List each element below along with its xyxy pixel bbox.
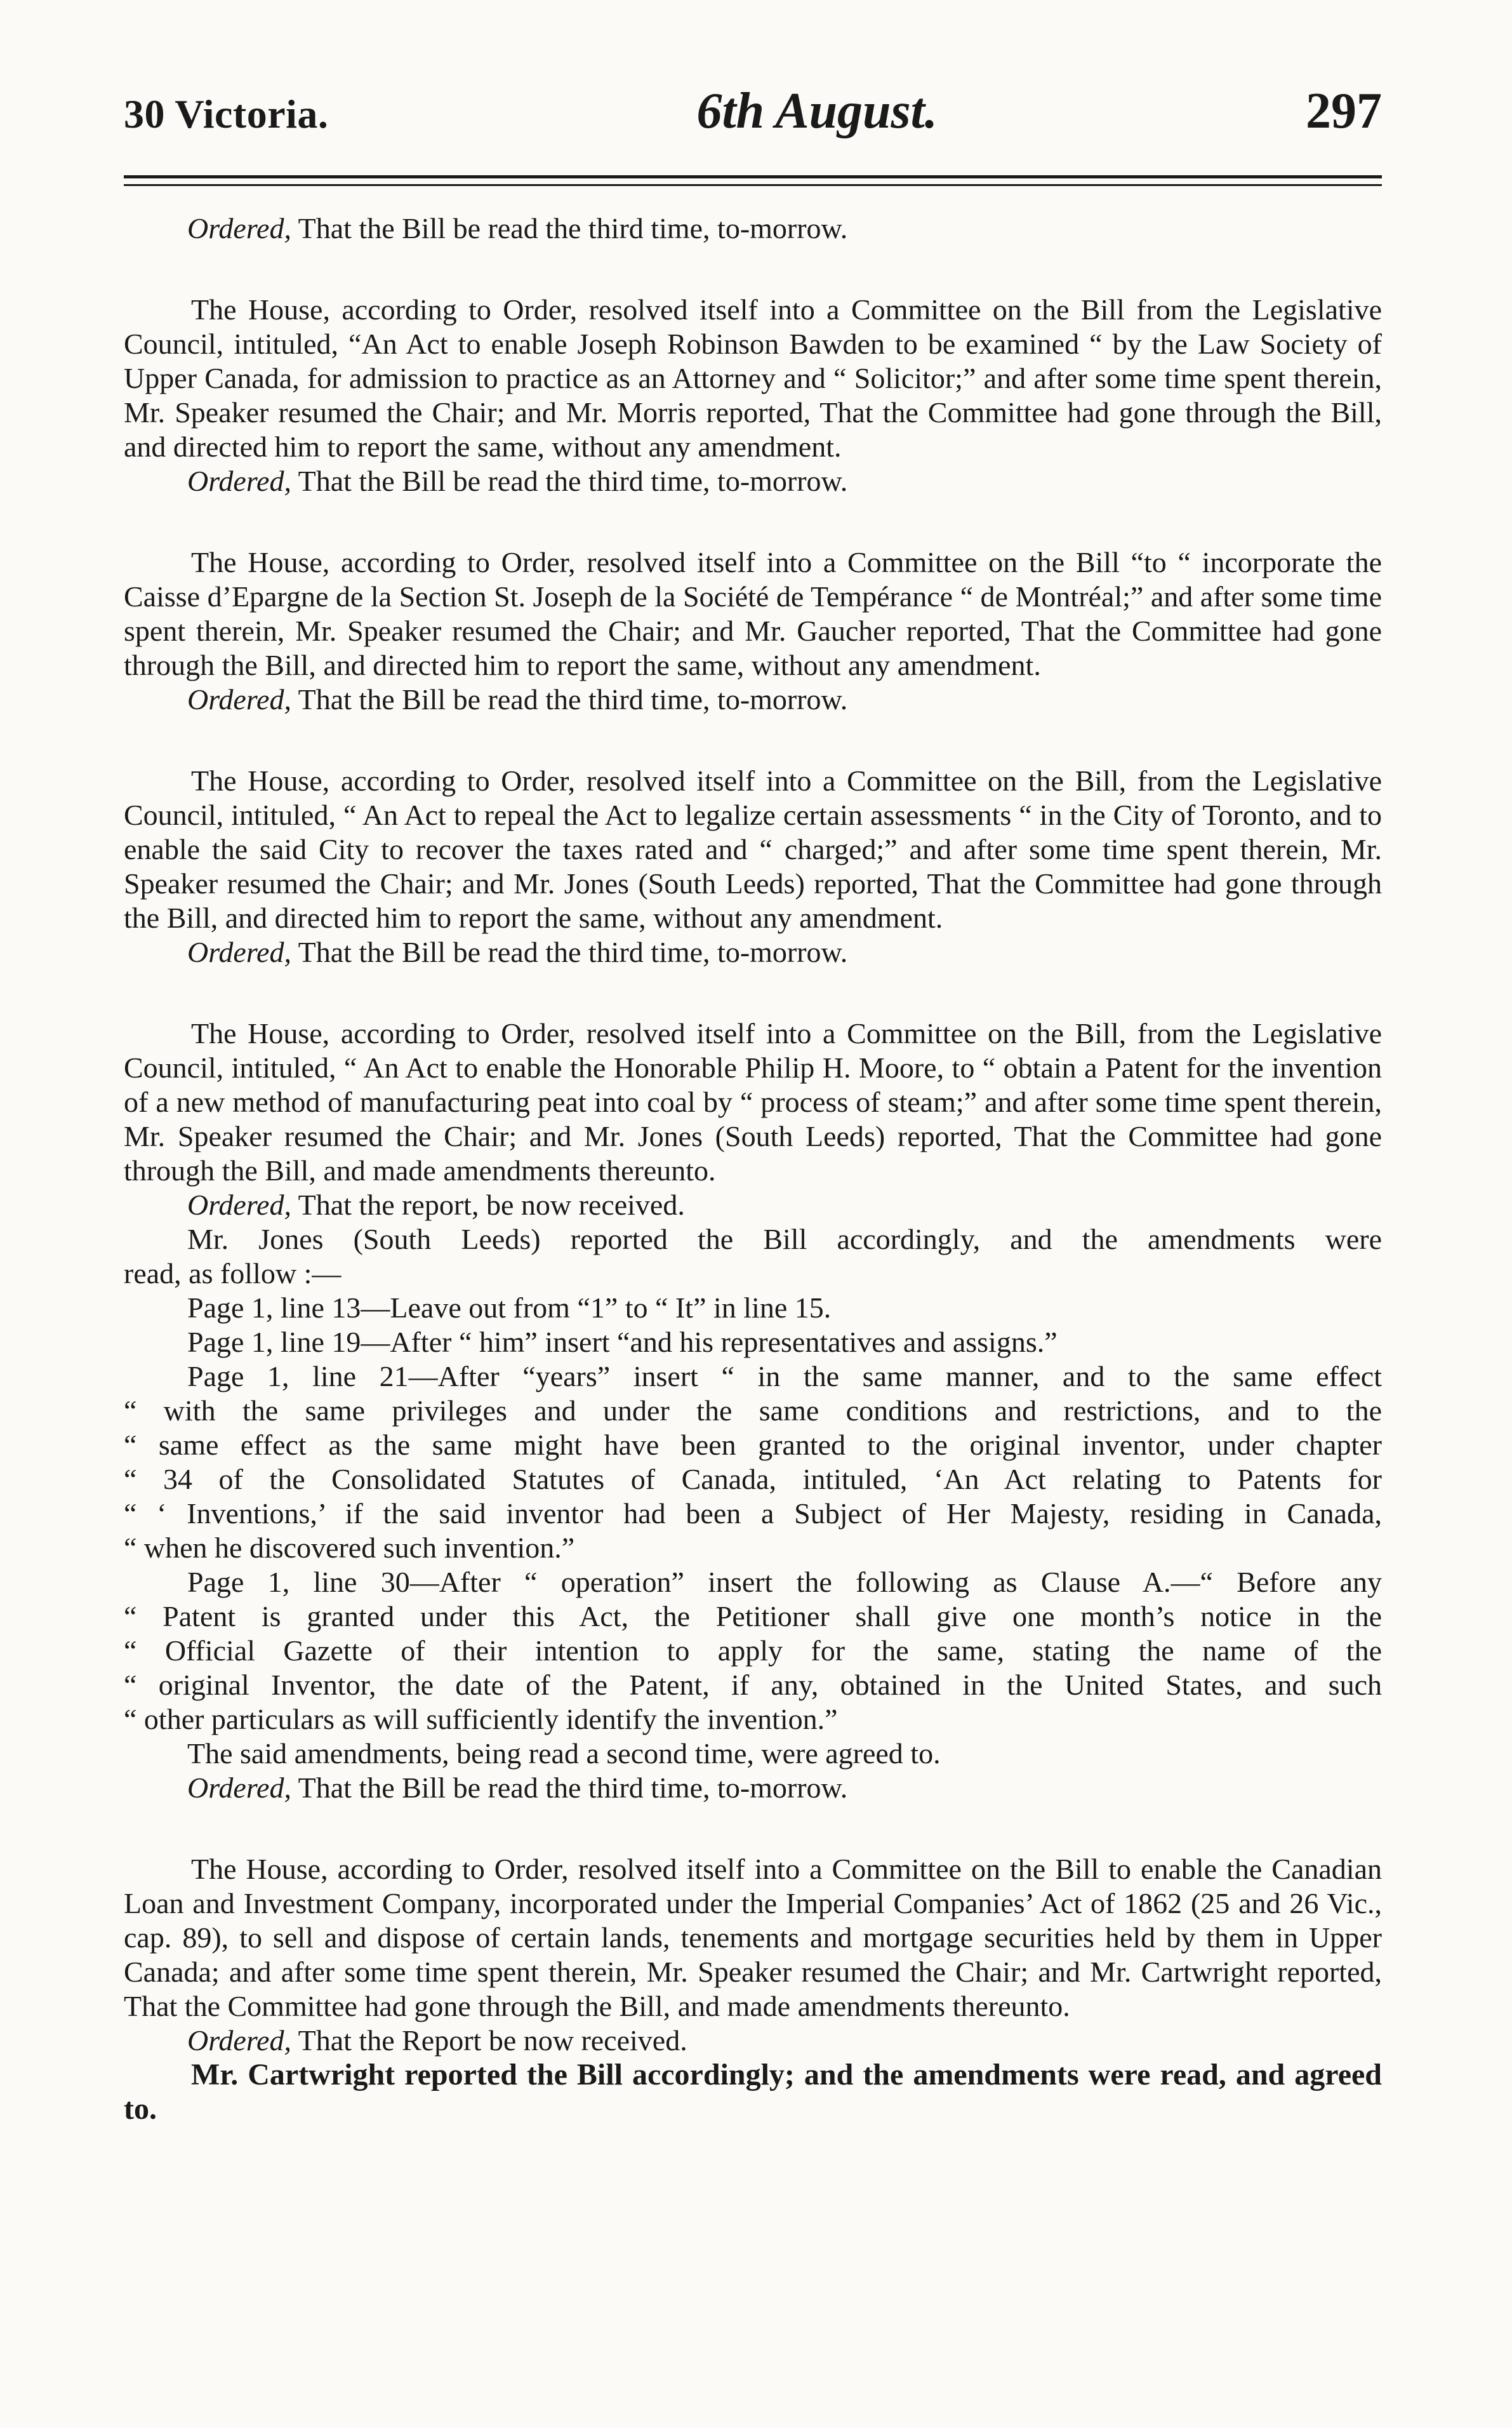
- order-line: Ordered, That the Bill be read the third time, to-morrow.: [187, 212, 848, 244]
- proceeding-paragraph: The House, according to Order, resolved itself into a Committee on the Bill, from the Legislative Council, intituled, “ An Act to enable the Honorable Philip H. Moore, to “ obtain a Patent for the invention of a new method of manufacturing peat into coal by “ process of steam;” and after some time spent therein, Mr. Speaker resumed the Chair; and Mr. Jones (South Leeds) reported, That the Committee had gone through the Bill, and made amendments thereunto.: [124, 1017, 1382, 1187]
- proceeding-entry: [124, 211, 1382, 246]
- order-line: Ordered, That the Bill be read the third time, to-morrow.: [187, 465, 848, 497]
- amendment-line: “ other particulars as will sufficiently identify the invention.”: [124, 1703, 838, 1735]
- proceeding-entry: [124, 545, 1382, 717]
- amendment-line: Page 1, line 30—After “ operation” insert the following as Clause A.—“ Before any: [187, 1566, 1382, 1598]
- amendment-line: “ Patent is granted under this Act, the Petitioner shall give one month’s notice in the: [124, 1600, 1382, 1632]
- proceeding-paragraph: The House, according to Order, resolved itself into a Committee on the Bill “to “ incorporate the Caisse d’Epargne de la Section St. Joseph de la Société de Tempérance “ de Montréal;” and after some time spent therein, Mr. Speaker resumed the Chair; and Mr. Gaucher reported, That the Committee had gone through the Bill, and directed him to report the same, without any amendment.: [124, 546, 1382, 681]
- proceeding-paragraph: The House, according to Order, resolved itself into a Committee on the Bill from the Legislative Council, intituled, “An Act to enable Joseph Robinson Bawden to be examined “ by the Law Society of Upper Canada, for admission to practice as an Attorney and “ Solicitor;” and after some time spent therein, Mr. Speaker resumed the Chair; and Mr. Morris reported, That the Committee had gone through the Bill, and directed him to report the same, without any amendment.: [124, 293, 1382, 463]
- order-line: Ordered, That the Bill be read the third time, to-morrow.: [187, 936, 848, 968]
- amendment-line: “ when he discovered such invention.”: [124, 1531, 575, 1564]
- header-rule: [124, 175, 1382, 178]
- amendment-line: “ Official Gazette of their intention to apply for the same, stating the name of the: [124, 1634, 1382, 1667]
- amendment-line: “ original Inventor, the date of the Patent, if any, obtained in the United States, and such: [124, 1669, 1382, 1701]
- order-line: Ordered, That the Bill be read the third time, to-morrow.: [187, 683, 848, 716]
- header-session: 30 Victoria.: [124, 91, 329, 137]
- amendment-line: Mr. Jones (South Leeds) reported the Bill accordingly, and the amendments were: [187, 1223, 1382, 1255]
- proceeding-paragraph: The House, according to Order, resolved itself into a Committee on the Bill, from the Legislative Council, intituled, “ An Act to repeal the Act to legalize certain assessments “ in the City of Toronto, and to enable the said City to recover the taxes rated and “ charged;” and after some time spent therein, Mr. Speaker resumed the Chair; and Mr. Jones (South Leeds) reported, That the Committee had gone through the Bill, and directed him to report the same, without any amendment.: [124, 764, 1382, 934]
- page-header: [124, 83, 1382, 154]
- amendment-line: “ 34 of the Consolidated Statutes of Canada, intituled, ‘An Act relating to Patents for: [124, 1463, 1382, 1495]
- order-line: Ordered, That the Bill be read the third time, to-morrow.: [187, 1771, 848, 1804]
- amendment-line: “ with the same privileges and under the same conditions and restrictions, and to the: [124, 1394, 1382, 1427]
- amendment-line: Page 1, line 21—After “years” insert “ in the same manner, and to the same effect: [187, 1360, 1382, 1392]
- amendment-line: “ same effect as the same might have been granted to the original inventor, under chapter: [124, 1429, 1382, 1461]
- order-line: Ordered, That the Report be now received.: [187, 2024, 687, 2057]
- amendment-line: “ ‘ Inventions,’ if the said inventor had been a Subject of Her Majesty, residing in Canada,: [124, 1497, 1382, 1530]
- closing-paragraph: Mr. Cartwright reported the Bill accordingly; and the amendments were read, and agreed to.: [124, 2058, 1382, 2126]
- proceedings-body: [124, 211, 1382, 2126]
- header-date: 6th August.: [696, 83, 938, 139]
- proceeding-entry: [124, 293, 1382, 498]
- amendment-line: Page 1, line 13—Leave out from “1” to “ It” in line 15.: [187, 1291, 832, 1324]
- amendment-line: read, as follow :—: [124, 1257, 342, 1290]
- proceeding-paragraph: The House, according to Order, resolved itself into a Committee on the Bill to enable the Canadian Loan and Investment Company, incorporated under the Imperial Companies’ Act of 1862 (25 and 26 Vic., cap. 89), to sell and dispose of certain lands, tenements and mortgage securities held by them in Upper Canada; and after some time spent therein, Mr. Speaker resumed the Chair; and Mr. Cartwright reported, That the Committee had gone through the Bill, and made amendments thereunto.: [124, 1853, 1382, 2022]
- amendment-line: The said amendments, being read a second time, were agreed to.: [187, 1737, 941, 1770]
- proceeding-entry: [124, 1852, 1382, 2126]
- proceeding-entry: [124, 764, 1382, 970]
- proceeding-entry: [124, 1017, 1382, 1805]
- header-rule-thin: [124, 184, 1382, 186]
- page-number: 297: [1305, 83, 1382, 139]
- order-line: Ordered, That the report, be now received.: [187, 1189, 685, 1221]
- amendment-line: Page 1, line 19—After “ him” insert “and his representatives and assigns.”: [187, 1326, 1058, 1358]
